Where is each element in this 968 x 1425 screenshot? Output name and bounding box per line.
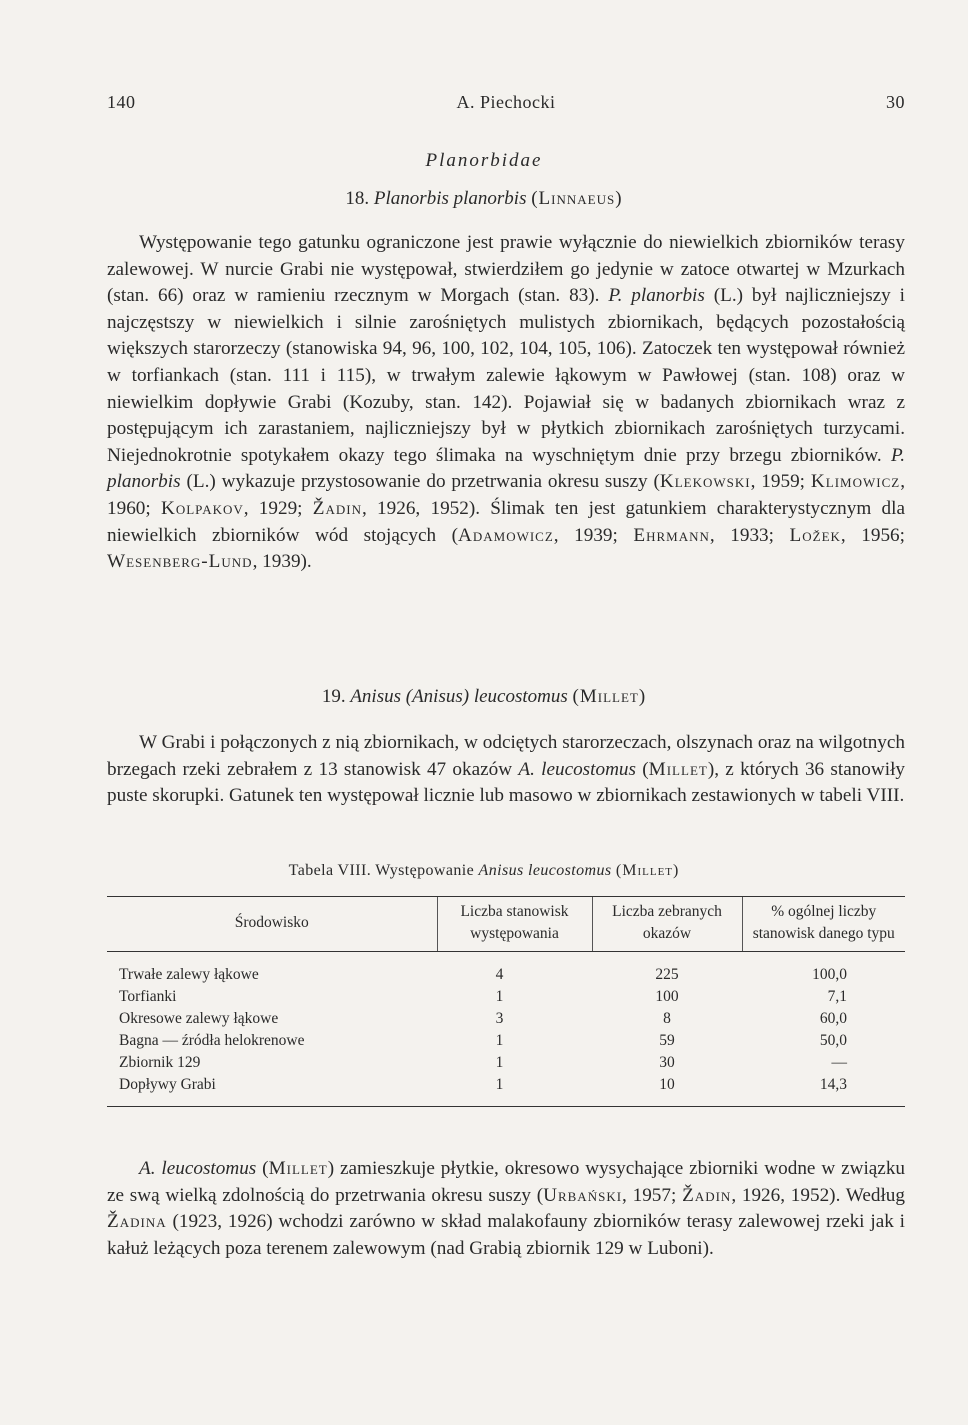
cited-author: Žadin [682,1184,732,1206]
cell-percent-sites: 50,0 [819,1032,847,1049]
text-run: (L.) był najliczniejszy i najczęstszy w niewielkich i silnie zarośniętych mulistych zbiornikach, będących pozostałością większych starorzeczy (stanowiska 94, 96, 100, 102, 104, 105, 106). Zatoczek ten występował również w torfiankach (stan. 111 i 115), w trwałym zalewie łąkowym w Pawłowej (stan. 108) oraz w niewielkim dopływie Grabi (Kozuby, stan. 142). Pojawiał się w badanych zbiornikach wraz z postępującym ich zarastaniem, najliczniejszy był w płytkich zbiornikach zarośniętych turzycami. Niejednokrotnie spotykałem okazy tego ślimaka na wyschniętym dnie przy brzegu zbiorników. [107,285,905,466]
species-19-author: (Millet) [572,686,647,707]
cell-percent-sites: 7,1 [827,988,847,1005]
species-name: A. leucostomus [139,1158,257,1179]
species-18-number: 18. [345,188,370,209]
table-caption-author: (Millet) [615,862,680,879]
running-header [107,92,905,113]
text-run: ) zamieszkuje płytkie, okresowo wysychające zbiorniki wodne w związku ze swą wielką zdolnością do przetrwania okresu suszy ( [107,1158,906,1206]
cell-site-count: 1 [437,1074,592,1107]
table-row [107,1008,905,1030]
cell-environment: Okresowe zalewy łąkowe [119,1010,279,1027]
species-18-name: Planorbis planorbis [373,188,527,209]
text-run: ( [636,758,649,780]
cell-environment: Dopływy Grabi [107,1074,437,1107]
header-environment: Środowisko [107,897,437,952]
cell-site-count: 4 [495,966,504,983]
text-run: , 1939). [252,551,312,573]
cell-percent-sites: 14,3 [742,1074,905,1107]
text-run: , 1929; [243,497,313,519]
text-run: , 1960; [107,471,905,519]
cell-specimen-count: 8 [663,1010,671,1027]
cited-author: Urbański [543,1184,623,1206]
cell-site-count: 1 [495,988,504,1005]
volume-number: 30 [886,92,905,112]
cell-percent-sites: — [831,1054,847,1071]
cell-site-count: 3 [495,1010,504,1027]
cited-author: Klimowicz [810,471,901,493]
cited-author: Kolpakov [160,497,244,519]
species-19-paragraph [107,730,905,810]
table-row [107,1030,905,1052]
text-run: , 1959; [750,471,811,493]
species-19-genus: Anisus [350,686,401,707]
text-run: Występowanie tego gatunku ograniczone jest prawie wyłącznie do niewielkich zbiorników terasy zalewowej. W nurcie Grabi nie występował, stwierdziłem go jedynie w zatoce otwartej w Mzurkach (stan. 66) oraz w ramieniu rzecznym w Morgach (stan. 83). [107,232,905,307]
species-19-subgenus: (Anisus) [405,686,470,707]
family-title: Planorbidae [425,150,543,171]
species-18-paragraph [107,230,905,576]
text-run: (L.) wykazuje przystosowanie do przetrwania okresu suszy ( [180,471,660,493]
cell-environment: Torfianki [119,988,177,1005]
cited-author: Žadin [312,497,362,519]
species-name: P. planorbis [608,285,705,307]
cited-author: Klekowski [659,471,751,493]
text-run: ( [256,1158,269,1179]
species-18-title [0,188,968,210]
cited-author: Adamowicz [458,524,554,546]
species-name: A. leucostomus [518,758,636,780]
table-body [107,952,905,1107]
header-specimen-count: Liczba zebranych okazów [592,897,742,952]
header-percent-sites: % ogólnej liczby stanowisk danego typu [742,897,905,952]
cell-site-count: 1 [495,1032,504,1049]
text-run: W Grabi i połączonych z nią zbiornikach, w odciętych starorzeczach, olszynach oraz na wilgotnych brzegach rzeki zebrałem z 13 stanowisk 47 okazów [107,732,905,780]
text-run: , 1957; [622,1184,683,1206]
cell-percent-sites: 60,0 [819,1010,847,1027]
cell-specimen-count: 10 [592,1074,742,1107]
table-caption-prefix: Tabela VIII. Występowanie [288,862,475,879]
occurrence-table [107,896,905,1107]
species-19-epithet: leucostomus [473,686,568,707]
cell-site-count: 1 [495,1054,504,1071]
text-run: , 1939; [553,524,634,546]
species-18-author: (Linnaeus) [531,188,623,209]
species-19-number: 19. [321,686,346,707]
table-row [107,952,905,987]
cell-specimen-count: 100 [655,988,679,1005]
text-run: , 1926, 1952). Według [731,1184,905,1206]
cited-author: Ložek [789,524,841,546]
cited-author: Wesenberg-Lund [107,551,253,573]
text-run: ), z których 36 stanowiły puste skorupki. Gatunek ten występował licznie lub masowo w zbiornikach zestawionych w tabeli VIII. [107,758,906,807]
text-run: (1923, 1926) wchodzi zarówno w skład malakofauny zbiorników terasy zalewowej rzeki jak i kałuż leżących poza terenem zalewowym (nad Grabią zbiornik 129 w Luboni). [107,1211,905,1259]
running-author: A. Piechocki [456,92,556,112]
cited-author: Millet [268,1158,328,1179]
table-caption-species: Anisus leucostomus [478,862,612,879]
cell-environment: Bagna — źródła helokrenowe [119,1032,305,1049]
cell-specimen-count: 30 [659,1054,675,1071]
closing-paragraph [107,1156,905,1262]
table-row [107,986,905,1008]
cell-specimen-count: 59 [659,1032,675,1049]
cell-environment: Trwałe zalewy łąkowe [119,966,259,983]
cited-author: Ehrmann [633,524,710,546]
text-run: , 1933; [709,524,790,546]
cited-author: Millet [648,758,708,780]
cited-author: Žadina [107,1211,167,1233]
table-row [107,1052,905,1074]
cell-percent-sites: 100,0 [812,966,847,983]
table-row [107,1074,905,1107]
text-run: , 1956; [840,524,905,546]
species-19-title [0,686,968,708]
cell-environment: Zbiornik 129 [119,1054,201,1071]
page-number: 140 [107,92,136,112]
table-caption [0,862,968,880]
cell-specimen-count: 225 [655,966,679,983]
species-name: P. planorbis [107,444,905,493]
text-run: , 1926, 1952). Ślimak ten jest gatunkiem charakterystycznym dla niewielkich zbiorników wód stojących ( [107,497,905,546]
header-site-count: Liczba stanowisk występowania [437,897,592,952]
